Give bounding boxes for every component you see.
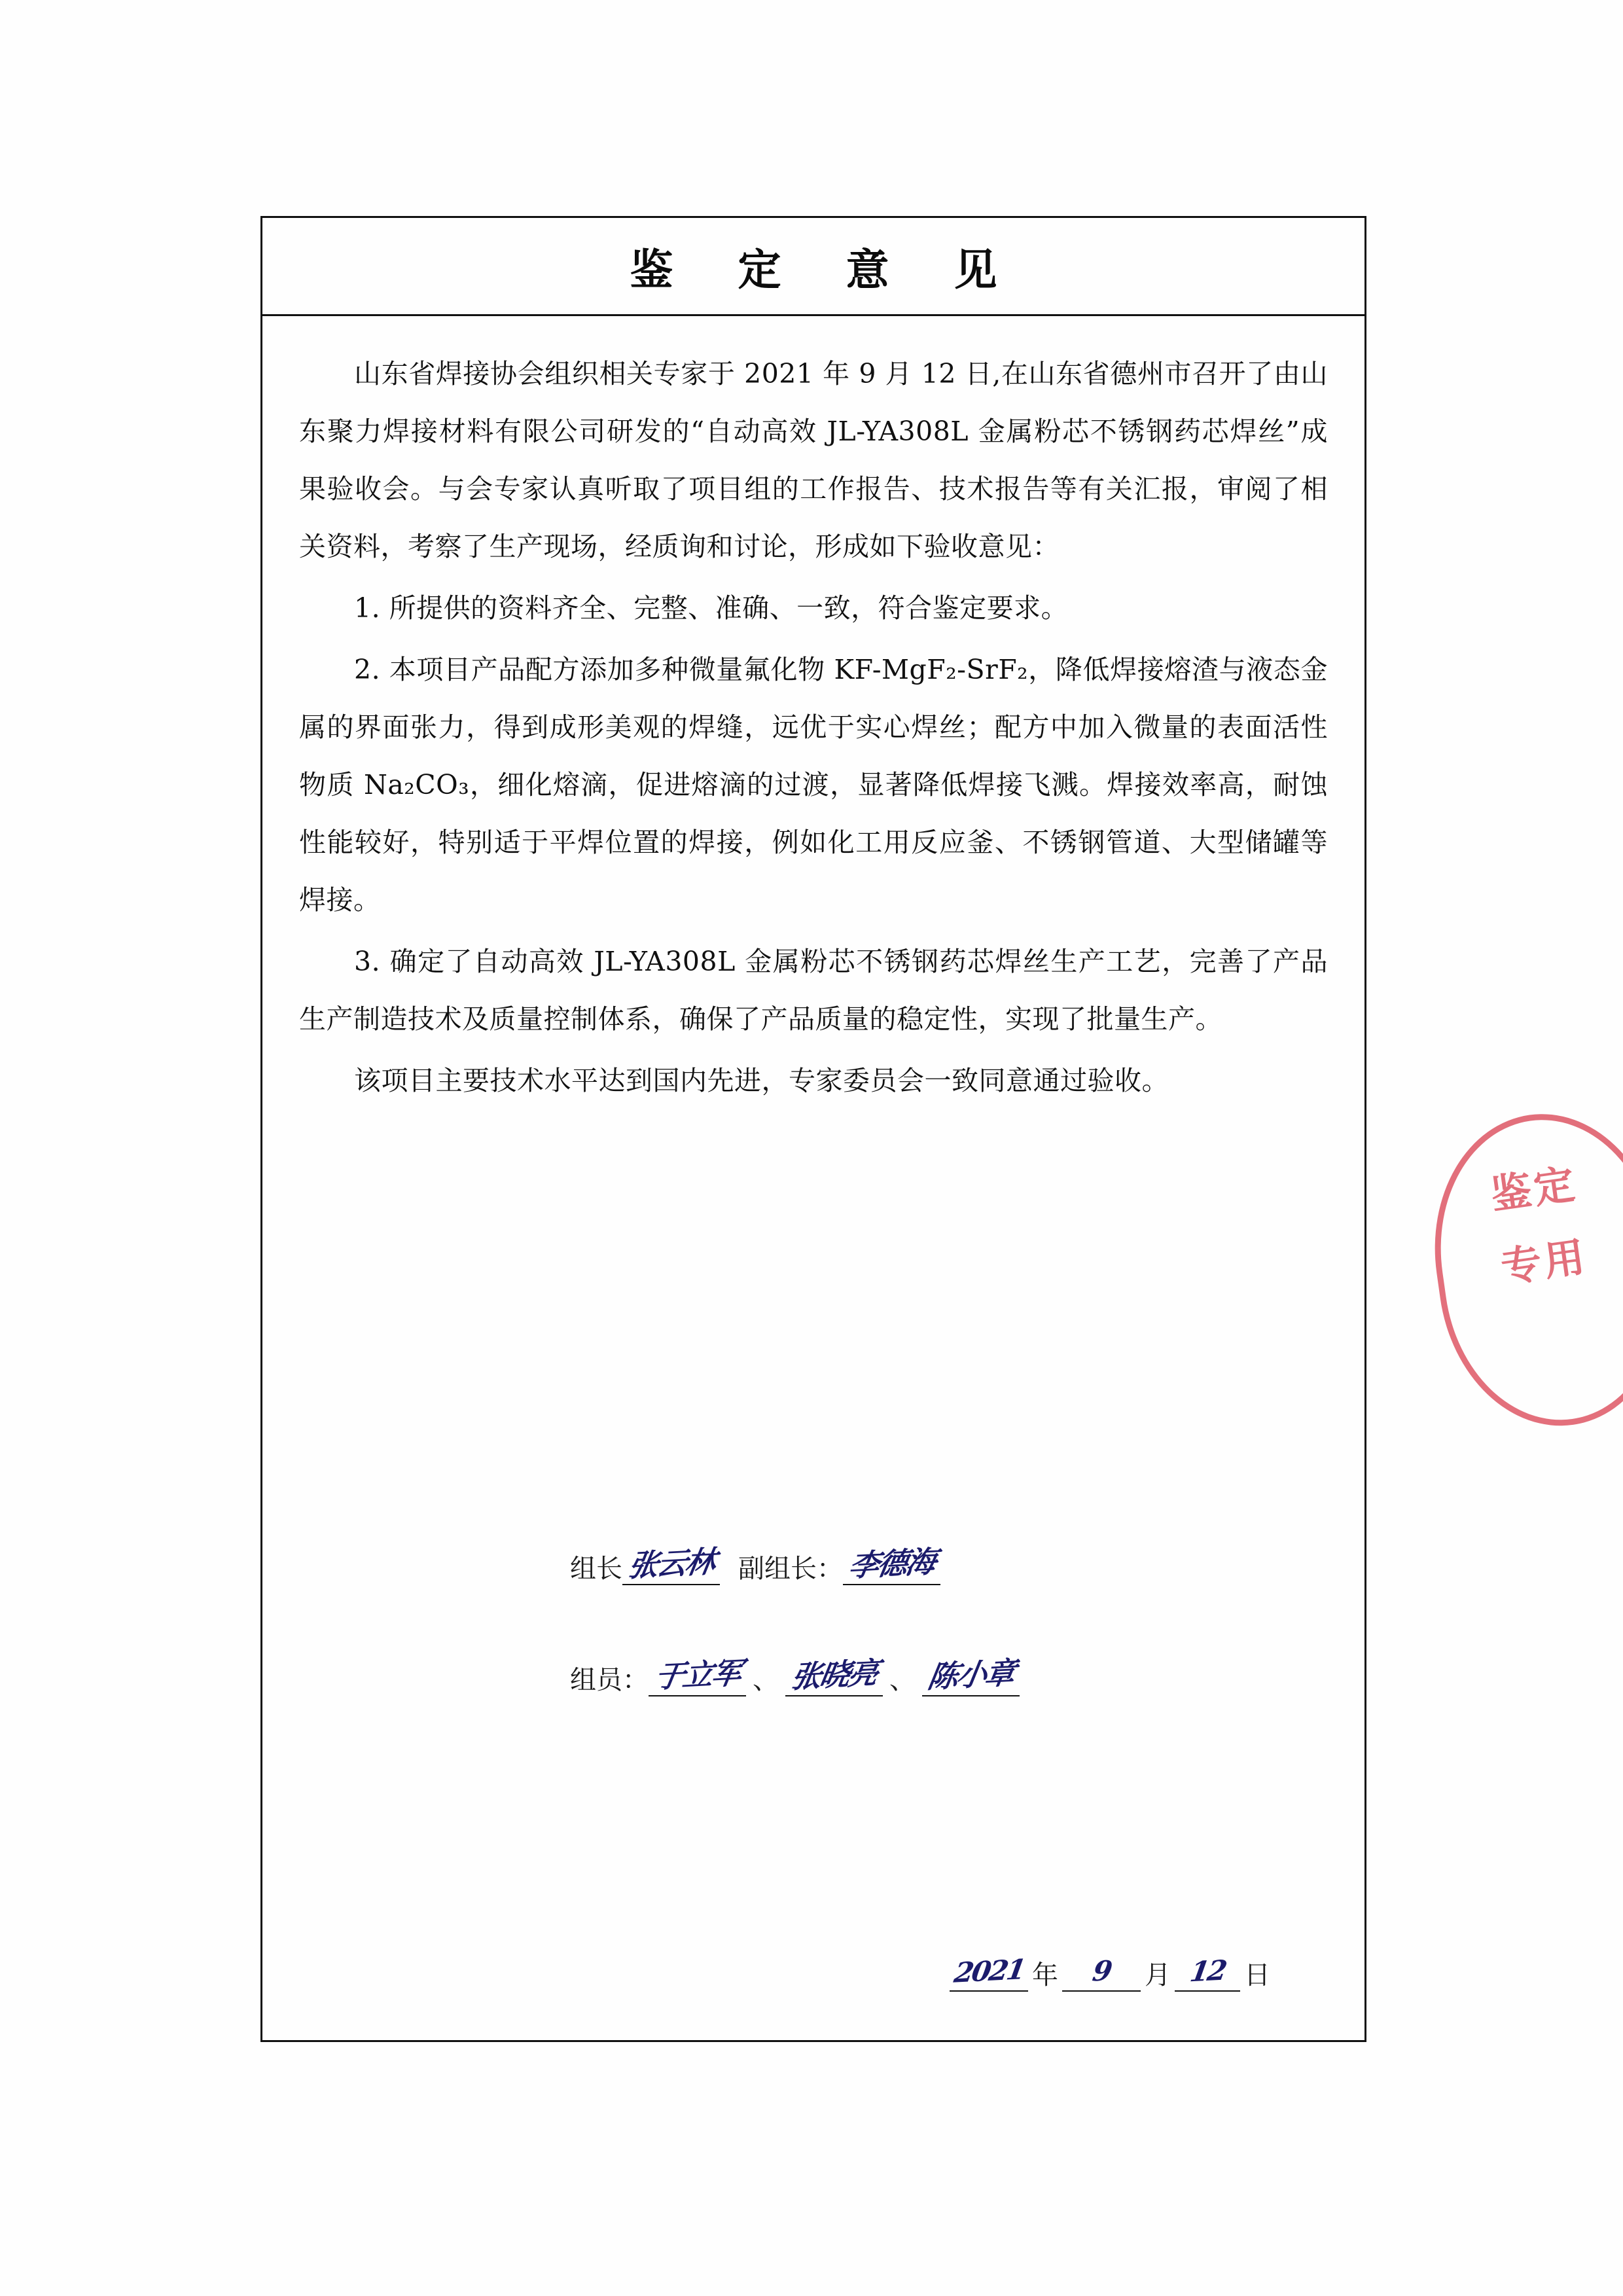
date-month-field [1062, 1954, 1141, 1992]
page-title: 鉴 定 意 见 [630, 244, 1022, 295]
signature-row-leader [570, 1543, 940, 1585]
paragraph-item-2: 2. 本项目产品配方添加多种微量氟化物 KF-MgF₂-SrF₂，降低焊接熔渣与液态金属的界面张力，得到成形美观的焊缝，远优于实心焊丝；配方中加入微量的表面活性物质 Na₂CO₃，细化熔滴，促进熔滴的过渡，显著降低焊接飞溅。焊接效率高，耐蚀性能较好，特别适于平焊位置的焊接，例如化工用反应釜、不锈钢管道、大型储罐等焊接。 [299, 654, 1328, 916]
deputy-label: 副组长： [738, 1554, 843, 1584]
paragraph-item-3: 3. 确定了自动高效 JL-YA308L 金属粉芯不锈钢药芯焊丝生产工艺，完善了产品生产制造技术及质量控制体系，确保了产品质量的稳定性，实现了批量生产。 [299, 946, 1328, 1035]
document-frame [260, 216, 1366, 2042]
member-separator-1: 、 [753, 1665, 779, 1695]
date-year-field [950, 1954, 1028, 1992]
paragraph-conclusion: 该项目主要技术水平达到国内先进，专家委员会一致同意通过验收。 [354, 1065, 1169, 1096]
signature-block [262, 1507, 1364, 1874]
paragraph-intro: 山东省焊接协会组织相关专家于 2021 年 9 月 12 日,在山东省德州市召开了由山东聚力焊接材料有限公司研发的“自动高效 JL-YA308L 金属粉芯不锈钢药芯焊丝”成果验收会。与会专家认真听取了项目组的工作报告、技术报告等有关汇报，审阅了相关资料，考察了生产现场，经质询和讨论，形成如下验收意见： [299, 358, 1328, 562]
date-year-unit: 年 [1032, 1960, 1058, 1990]
member-signature-2: 张晓亮 [789, 1655, 880, 1695]
date-month-unit: 月 [1145, 1960, 1171, 1990]
leader-label: 组长 [570, 1554, 622, 1584]
members-label: 组员： [570, 1665, 649, 1695]
member-signature-1: 于立军 [652, 1655, 743, 1695]
date-day-unit: 日 [1244, 1960, 1270, 1990]
leader-signature-field [622, 1543, 720, 1585]
date-day-field [1175, 1954, 1240, 1992]
member-signature-field-1 [649, 1655, 746, 1696]
signature-row-members [570, 1655, 1020, 1696]
seal-text: 鉴定专用 [1488, 1159, 1590, 1292]
deputy-signature: 李德海 [846, 1543, 937, 1584]
paragraph-item-1: 1. 所提供的资料齐全、完整、准确、一致，符合鉴定要求。 [354, 592, 1069, 624]
member-separator-2: 、 [889, 1665, 916, 1695]
leader-signature: 张云林 [626, 1543, 717, 1584]
deputy-signature-field [843, 1543, 940, 1585]
date-month-value: 9 [1090, 1954, 1113, 1988]
date-line [950, 1954, 1274, 1992]
member-signature-field-3 [922, 1655, 1020, 1696]
date-year-value: 2021 [952, 1953, 1026, 1989]
title-band [262, 218, 1364, 316]
member-signature-field-2 [785, 1655, 883, 1696]
document-body [262, 316, 1364, 2040]
date-day-value: 12 [1187, 1954, 1228, 1988]
member-signature-3: 陈小章 [925, 1655, 1016, 1695]
